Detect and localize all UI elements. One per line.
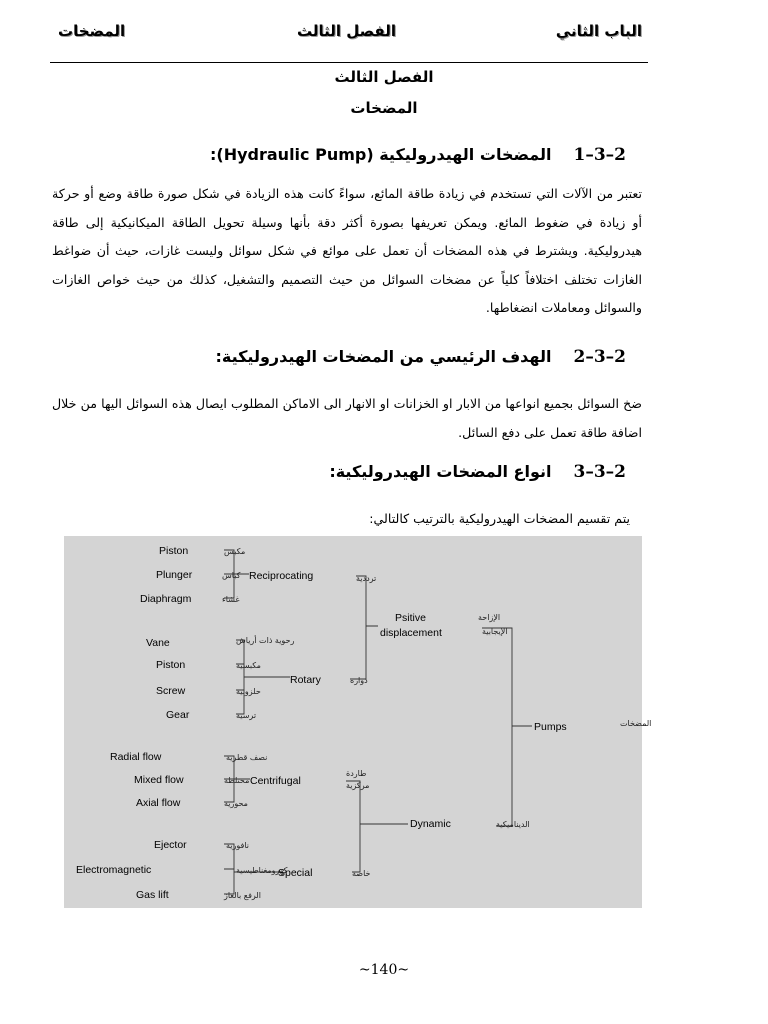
section-title: المضخات الهيدروليكية (Hydraulic Pump): xyxy=(210,145,552,164)
leaf-axial-flow: Axial flow xyxy=(136,797,181,809)
leaf-axial-flow-ar: محورية xyxy=(224,799,248,808)
node-special-ar: خاصة xyxy=(352,869,371,878)
node-dynamic-ar: الديناميكية xyxy=(496,820,530,829)
page-number: ~140~ xyxy=(358,962,410,978)
section-number: 2–3–2 xyxy=(573,347,626,367)
leaf-diaphragm: Diaphragm xyxy=(140,593,192,605)
leaf-radial-flow-ar: نصف قطرية xyxy=(226,753,268,762)
leaf-mixed-flow: Mixed flow xyxy=(134,774,184,786)
header-rule xyxy=(50,62,648,63)
leaf-ejector: Ejector xyxy=(154,839,187,851)
leaf-vane: Vane xyxy=(146,637,170,649)
chapter-title: الفصل الثالث xyxy=(334,68,434,86)
leaf-plunger: Plunger xyxy=(156,569,193,581)
leaf-electromagnetic-ar: كهرومغناطيسية xyxy=(236,866,288,875)
section-number: 2–3–3 xyxy=(573,462,626,482)
node-reciprocating-ar: ترددية xyxy=(356,574,377,583)
leaf-ejector-ar: نافورية xyxy=(226,841,249,850)
leaf-electromagnetic: Electromagnetic xyxy=(76,864,152,876)
diagram-svg xyxy=(64,536,652,908)
leaf-rotary-piston-ar: مكبسية xyxy=(236,661,261,670)
paragraph-definition xyxy=(52,180,642,323)
header-chapter: الباب الثاني xyxy=(555,22,642,40)
paragraph-intro xyxy=(300,505,630,534)
node-centrifugal: Centrifugal xyxy=(250,775,301,787)
section-heading-3 xyxy=(329,462,626,482)
node-centrifugal-ar1: طاردة xyxy=(346,769,367,778)
pump-classification-diagram xyxy=(64,536,652,908)
leaf-piston-ar: مكبس xyxy=(224,547,246,556)
diagram-connectors xyxy=(224,550,532,894)
leaf-rotary-piston: Piston xyxy=(156,659,186,671)
leaf-diaphragm-ar: غشاء xyxy=(222,595,240,604)
node-reciprocating: Reciprocating xyxy=(249,570,314,582)
leaf-gear-ar: ترسية xyxy=(236,711,257,720)
paragraph-purpose xyxy=(52,390,642,447)
node-dynamic: Dynamic xyxy=(410,818,451,830)
paragraph-text: يتم تقسيم المضخات الهيدروليكية بالترتيب كالتالي: xyxy=(369,511,630,526)
paragraph-text: ضخ السوائل بجميع انواعها من الابار او الخزانات او الانهار الى الاماكن المطلوب ايصال هذه السوائل اليها من خلال اضافة طاقة تعمل على دفع السائل. xyxy=(52,396,642,440)
node-special: Special xyxy=(278,867,313,879)
node-positive-displacement-1: Psitive xyxy=(395,612,426,624)
leaf-vane-ar: رحوية ذات أرياش xyxy=(236,636,295,645)
section-heading-1 xyxy=(210,145,626,165)
section-title: الهدف الرئيسي من المضخات الهيدروليكية: xyxy=(215,347,552,366)
node-centrifugal-ar2: مركزية xyxy=(346,781,370,790)
section-heading-2 xyxy=(215,347,626,367)
node-pumps: Pumps xyxy=(534,721,567,733)
leaf-piston: Piston xyxy=(159,545,189,557)
node-positive-displacement-2: displacement xyxy=(380,627,442,639)
leaf-radial-flow: Radial flow xyxy=(110,751,162,763)
header-topic: المضخات xyxy=(58,22,126,40)
node-positive-displacement-ar1: الإزاحة xyxy=(478,613,501,622)
node-rotary-ar: دوارة xyxy=(350,676,368,685)
section-title: انواع المضخات الهيدروليكية: xyxy=(329,462,552,481)
header-section: الفصل الثالث xyxy=(297,22,397,40)
node-rotary: Rotary xyxy=(290,674,321,686)
leaf-gas-lift-ar: الرفع بالغاز xyxy=(224,891,261,900)
node-positive-displacement-ar2: الإيجابية xyxy=(482,627,508,636)
leaf-gas-lift: Gas lift xyxy=(136,889,169,901)
paragraph-text: تعتبر من الآلات التي تستخدم في زيادة طاقة المائع، سواءً كانت هذه الزيادة في شكل صورة طاقة وضع أو حركة أو زيادة في ضغوط المائع. ويمكن تعريفها بصورة أكثر دقة بأنها وسيلة تحويل الطاقة الميكانيكية إلى طاقة هيدروليكية. ويشترط في هذه المضخات أن تعمل على موائع في شكل سوائل وليست غازات، حيث أن ضواغط الغازات تختلف اختلافاً كلياً عن مضخات السوائل من حيث التصميم والتشغيل، كذلك من حيث خواص الغازات والسوائل ومعاملات انضغاطها. xyxy=(52,186,642,315)
node-pumps-ar: المضخات xyxy=(620,719,652,728)
leaf-mixed-flow-ar: مختلطة xyxy=(224,776,250,785)
leaf-screw: Screw xyxy=(156,685,186,697)
leaf-screw-ar: حلزونية xyxy=(236,687,261,696)
section-number: 2–3–1 xyxy=(573,145,626,165)
chapter-subtitle: المضخات xyxy=(350,99,418,117)
leaf-gear: Gear xyxy=(166,709,190,721)
leaf-plunger-ar: كباس xyxy=(222,571,241,580)
